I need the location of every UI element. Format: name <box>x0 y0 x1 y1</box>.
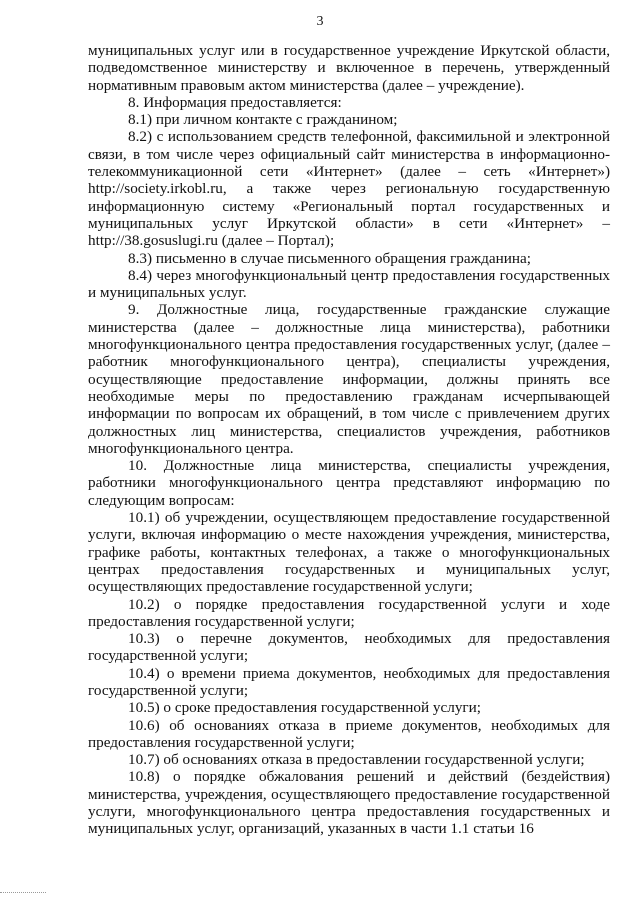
paragraph-10: 10. Должностные лица министерства, специалисты учреждения, работники многофункционального центра представляют информацию по следующим вопросам: <box>88 457 610 509</box>
paragraph-10-4: 10.4) о времени приема документов, необходимых для предоставления государственной услуги; <box>88 664 610 699</box>
paragraph-8-4: 8.4) через многофункциональный центр предоставления государственных и муниципальных услуг. <box>88 266 610 302</box>
paragraph-10-6: 10.6) об основаниях отказа в приеме документов, необходимых для предоставления государственной услуги; <box>88 716 610 751</box>
paragraph-continuation: муниципальных услуг или в государственное учреждение Иркутской области, подведомственное министерству и включенное в перечень, утвержденный нормативным правовым актом министерства (далее – учреждение). <box>88 42 610 94</box>
document-body <box>88 42 610 838</box>
paragraph-10-8: 10.8) о порядке обжалования решений и действий (бездействия) министерства, учреждения, осуществляющего предоставление государственной услуги, многофункционального центра предоставления государственных и муниципальных услуг, организаций, указанных в части 1.1 статьи 16 <box>88 768 610 838</box>
paragraph-8-1: 8.1) при личном контакте с гражданином; <box>128 111 398 129</box>
paragraph-8: 8. Информация предоставляется: <box>128 93 342 111</box>
scan-edge-mark <box>0 892 46 893</box>
paragraph-8-3: 8.3) письменно в случае письменного обращения гражданина; <box>128 249 531 267</box>
paragraph-10-2: 10.2) о порядке предоставления государственной услуги и ходе предоставления государственной услуги; <box>88 595 610 630</box>
paragraph-10-7: 10.7) об основаниях отказа в предоставлении государственной услуги; <box>128 751 585 769</box>
paragraph-10-1: 10.1) об учреждении, осуществляющем предоставление государственной услуги, включая информацию о месте нахождения учреждения, министерства, графике работы, контактных телефонах, а также о многофункциональных центрах предоставления государственных и муниципальных услуг, осуществляющих предоставление государственной услуги; <box>88 509 610 596</box>
page-number: 3 <box>316 14 324 29</box>
paragraph-8-2: 8.2) с использованием средств телефонной, факсимильной и электронной связи, в том числе через официальный сайт министерства в информационно-телекоммуникационной сети «Интернет» (далее – сеть «Интернет») http://society.irkobl.ru, а также через региональную государственную информационную систему «Региональный портал государственных и муниципальных услуг Иркутской области» в сети «Интернет» – http://38.gosuslugi.ru (далее – Портал); <box>88 128 610 250</box>
paragraph-9: 9. Должностные лица, государственные гражданские служащие министерства (далее – должностные лица министерства), работники многофункционального центра предоставления государственных услуг, (далее – работник многофункционального центра), специалисты учреждения, осуществляющие предоставление информации, должны принять все необходимые меры по предоставлению гражданам исчерпывающей информации по вопросам их обращений, в том числе с привлечением других должностных лиц министерства, специалистов учреждения, работников многофункционального центра. <box>88 301 610 457</box>
paragraph-10-5: 10.5) о сроке предоставления государственной услуги; <box>128 699 482 717</box>
paragraph-10-3: 10.3) о перечне документов, необходимых для предоставления государственной услуги; <box>88 630 610 665</box>
